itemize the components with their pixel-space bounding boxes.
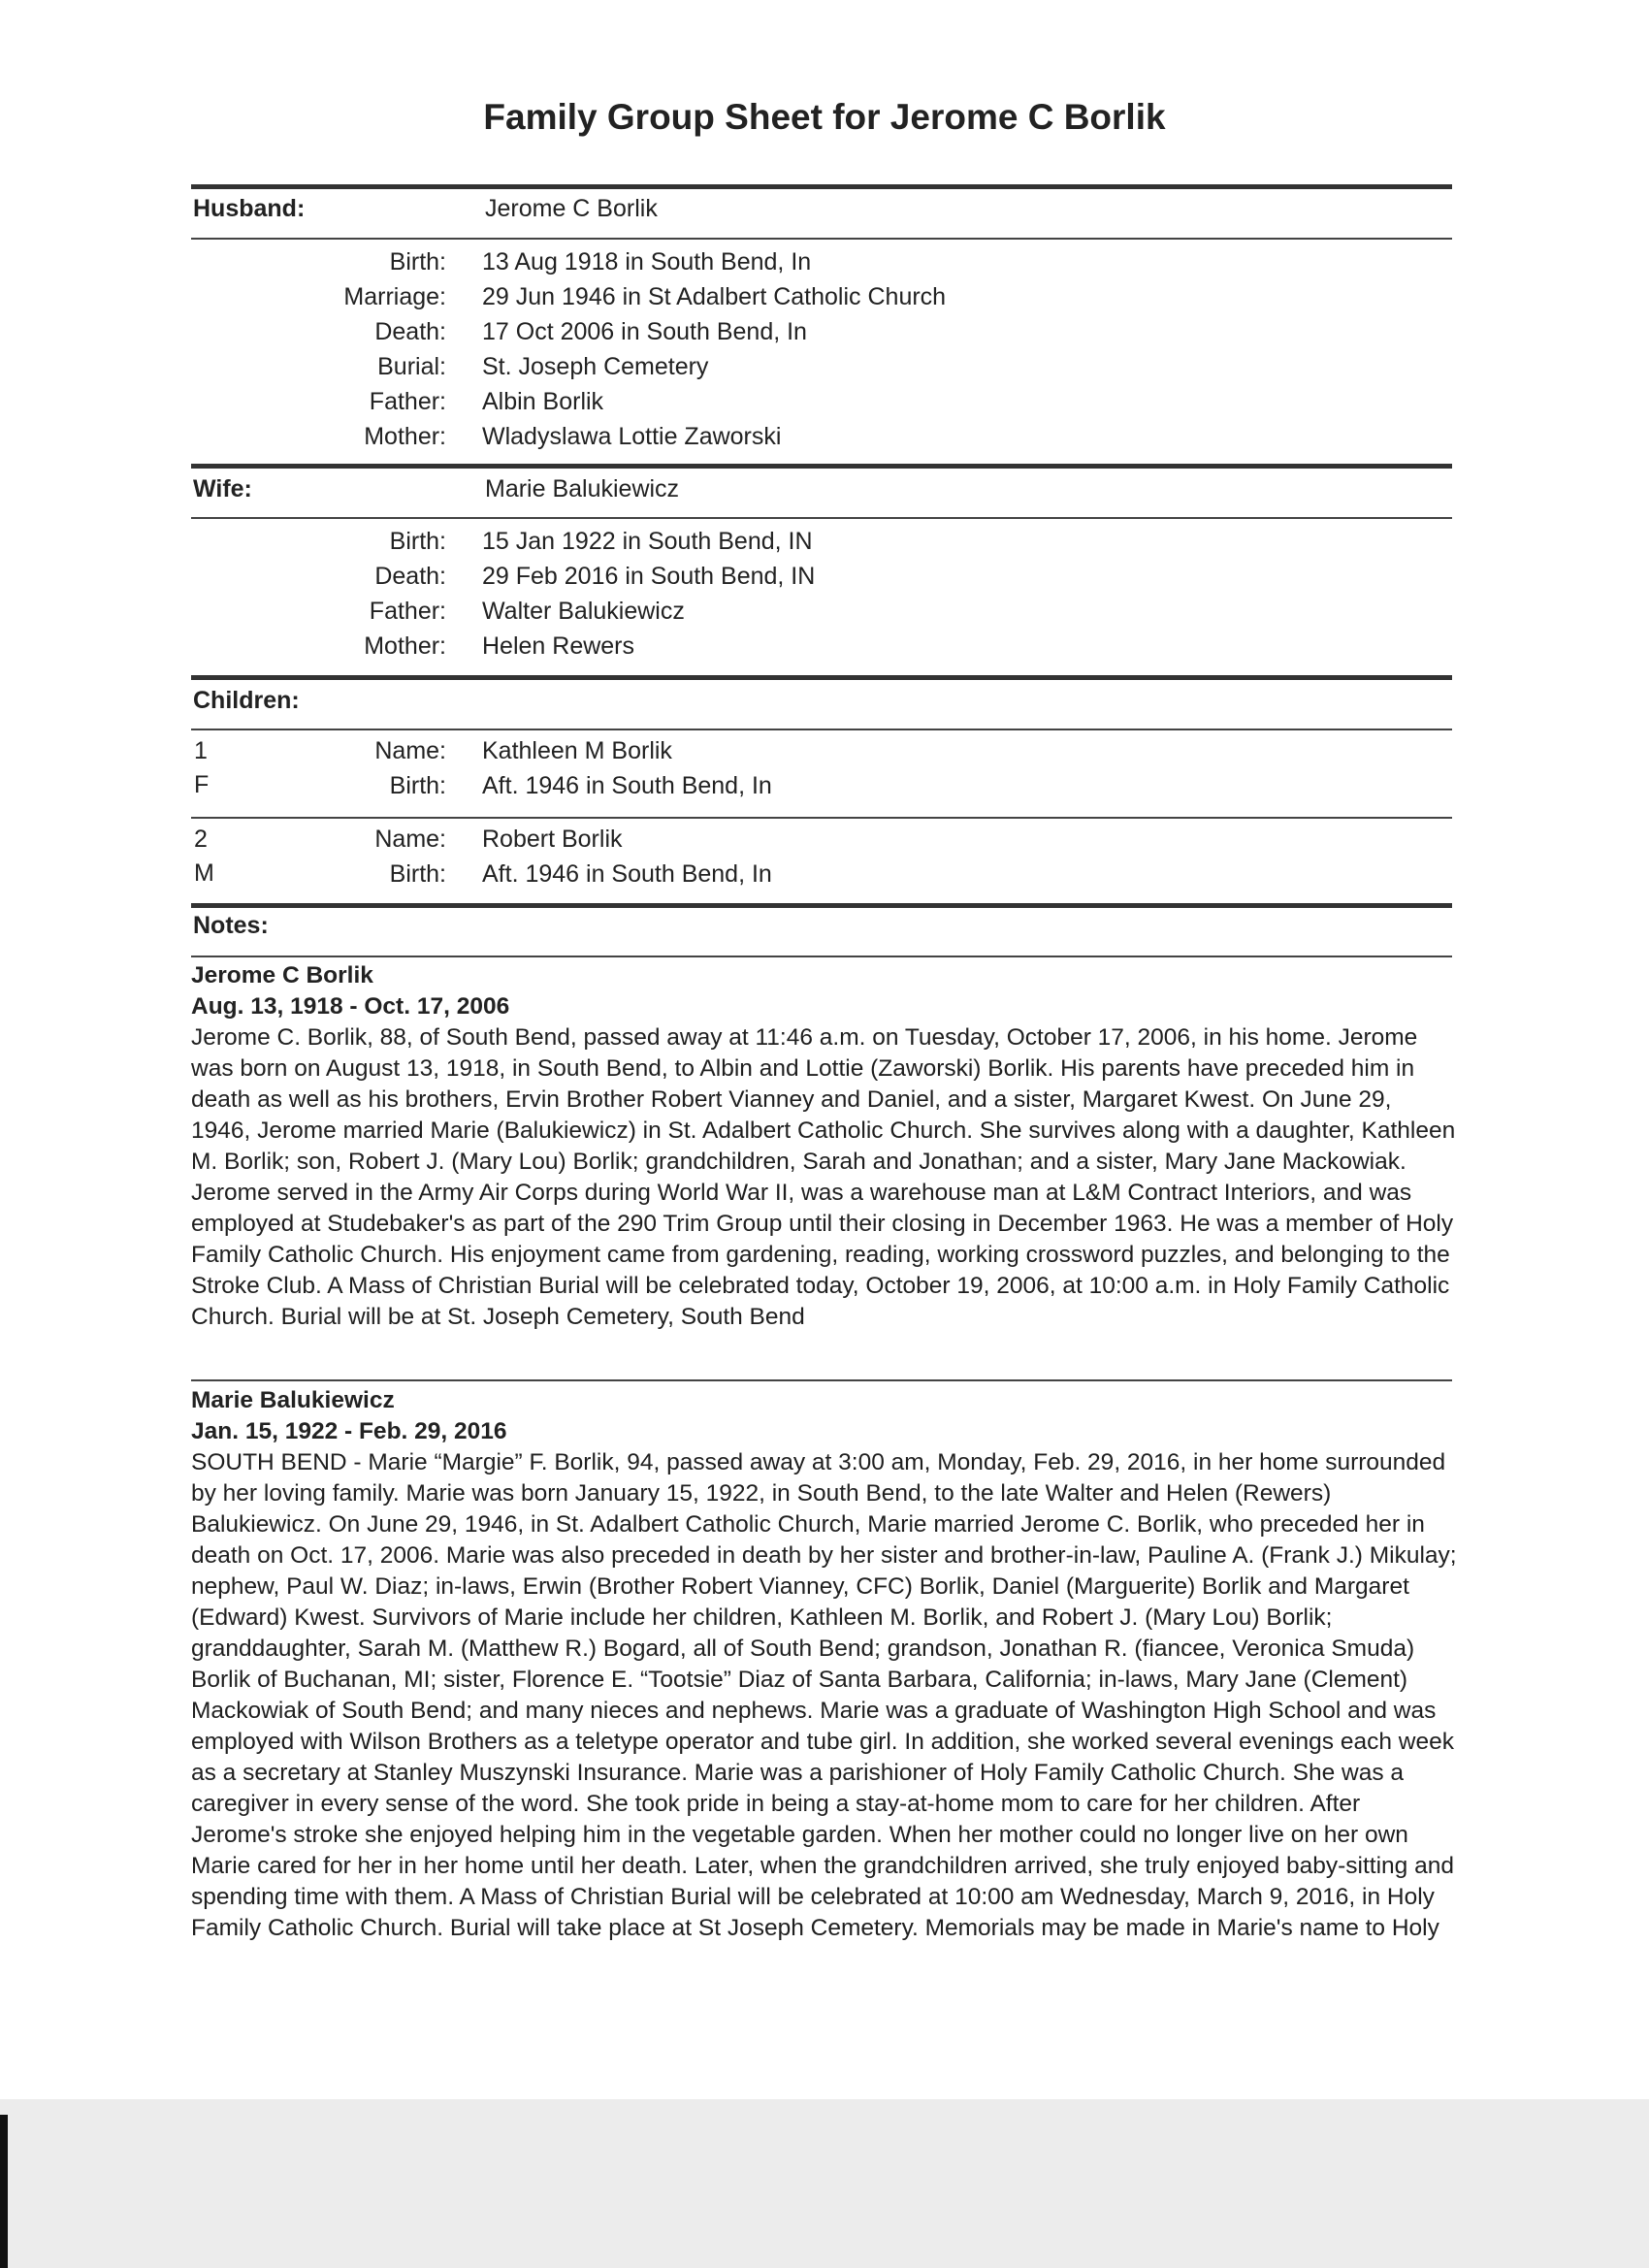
child-sex: F	[194, 771, 210, 798]
section-subrule	[191, 956, 1452, 957]
section-rule	[191, 184, 1452, 189]
note-dates: Aug. 13, 1918 - Oct. 17, 2006	[191, 993, 510, 1020]
fact-label: Father:	[369, 598, 446, 625]
child-number: 2	[194, 826, 208, 853]
fact-value: 17 Oct 2006 in South Bend, In	[482, 318, 807, 345]
fact-value: 13 Aug 1918 in South Bend, In	[482, 248, 812, 275]
husband-name: Jerome C Borlik	[485, 195, 658, 222]
child-name-label: Name:	[374, 826, 446, 853]
child-name-label: Name:	[374, 737, 446, 764]
fact-label: Burial:	[377, 353, 446, 380]
fact-value: Albin Borlik	[482, 388, 604, 415]
note-entry-marie	[191, 1385, 1457, 1944]
obituary-text: Jerome C. Borlik, 88, of South Bend, passed away at 11:46 a.m. on Tuesday, October 17, 2006, in his home. Jerome was born on August 13, 1918, in South Bend, to Albin and Lottie (Zaworski) Borlik. His parents have preceded him in death as well as his brothers, Ervin Brother Robert Vianney and Daniel, and a sister, Margaret Kwest. On June 29, 1946, Jerome married Marie (Balukiewicz) in St. Adalbert Catholic Church. She survives along with a daughter, Kathleen M. Borlik; son, Robert J. (Mary Lou) Borlik; grandchildren, Sarah and Jonathan; and a sister, Mary Jane Mackowiak. Jerome served in the Army Air Corps during World War II, was a warehouse man at L&M Contract Interiors, and was employed at Studebaker's as part of the 290 Trim Group until their closing in December 1963. He was a member of Holy Family Catholic Church. His enjoyment came from gardening, reading, working crossword puzzles, and belonging to the Stroke Club. A Mass of Christian Burial will be celebrated today, October 19, 2006, at 10:00 a.m. in Holy Family Catholic Church. Burial will be at St. Joseph Cemetery, South Bend	[191, 1024, 1456, 1330]
note-dates: Jan. 15, 1922 - Feb. 29, 2016	[191, 1418, 507, 1444]
section-rule	[191, 464, 1452, 469]
fact-value: Helen Rewers	[482, 632, 635, 660]
child-birth-label: Birth:	[389, 860, 446, 888]
fact-label: Birth:	[389, 248, 446, 275]
child-divider	[191, 817, 1452, 819]
wife-heading: Wife:	[193, 475, 252, 502]
scan-edge-mark	[0, 2115, 8, 2268]
section-subrule	[191, 729, 1452, 730]
child-name: Robert Borlik	[482, 826, 623, 853]
section-subrule	[191, 517, 1452, 519]
child-birth: Aft. 1946 in South Bend, In	[482, 860, 772, 888]
section-subrule	[191, 238, 1452, 240]
note-entry-jerome	[191, 960, 1457, 1333]
child-sex: M	[194, 859, 214, 887]
children-heading: Children:	[193, 687, 300, 714]
fact-label: Death:	[374, 563, 446, 590]
fact-value: St. Joseph Cemetery	[482, 353, 709, 380]
note-divider	[191, 1379, 1452, 1381]
child-birth: Aft. 1946 in South Bend, In	[482, 772, 772, 799]
page-title: Family Group Sheet for Jerome C Borlik	[483, 97, 1166, 137]
fact-label: Mother:	[364, 423, 446, 450]
obituary-text: SOUTH BEND - Marie “Margie” F. Borlik, 94, passed away at 3:00 am, Monday, Feb. 29, 2016, in her home surrounded by her loving family. Marie was born January 15, 1922, in South Bend, to the late Walter and Helen (Rewers) Balukiewicz. On June 29, 1946, in St. Adalbert Catholic Church, Marie married Jerome C. Borlik, who preceded her in death on Oct. 17, 2006. Marie was also preceded in death by her sister and brother-in-law, Pauline A. (Frank J.) Mikulay; nephew, Paul W. Diaz; in-laws, Erwin (Brother Robert Vianney, CFC) Borlik, Daniel (Marguerite) Borlik and Margaret (Edward) Kwest. Survivors of Marie include her children, Kathleen M. Borlik, and Robert J. (Mary Lou) Borlik; granddaughter, Sarah M. (Matthew R.) Bogard, all of South Bend; grandson, Jonathan R. (fiancee, Veronica Smuda) Borlik of Buchanan, MI; sister, Florence E. “Tootsie” Diaz of Santa Barbara, California; in-laws, Mary Jane (Clement) Mackowiak of South Bend; and many nieces and nephews. Marie was a graduate of Washington High School and was employed with Wilson Brothers as a teletype operator and tube girl. In addition, she worked several evenings each week as a secretary at Stanley Muszynski Insurance. Marie was a parishioner of Holy Family Catholic Church. She was a caregiver in every sense of the word. She took pride in being a stay-at-home mom to care for her children. After Jerome's stroke she enjoyed helping him in the vegetable garden. When her mother could no longer live on her own Marie cared for her in her home until her death. Later, when the grandchildren arrived, she truly enjoyed baby-sitting and spending time with them. A Mass of Christian Burial will be celebrated at 10:00 am Wednesday, March 9, 2016, in Holy Family Catholic Church. Burial will take place at St Joseph Cemetery. Memorials may be made in Marie's name to Holy	[191, 1449, 1457, 1941]
fact-value: 29 Jun 1946 in St Adalbert Catholic Church	[482, 283, 947, 310]
fact-label: Birth:	[389, 528, 446, 555]
note-name: Marie Balukiewicz	[191, 1387, 395, 1413]
fact-value: 29 Feb 2016 in South Bend, IN	[482, 563, 816, 590]
fact-label: Marriage:	[343, 283, 446, 310]
section-rule	[191, 675, 1452, 680]
notes-heading: Notes:	[193, 912, 269, 939]
scan-bottom-margin	[0, 2099, 1649, 2268]
section-rule	[191, 903, 1452, 908]
child-number: 1	[194, 737, 208, 764]
fact-value: Walter Balukiewicz	[482, 598, 685, 625]
fact-label: Mother:	[364, 632, 446, 660]
wife-name: Marie Balukiewicz	[485, 475, 680, 502]
husband-heading: Husband:	[193, 195, 306, 222]
fact-value: 15 Jan 1922 in South Bend, IN	[482, 528, 813, 555]
child-birth-label: Birth:	[389, 772, 446, 799]
child-name: Kathleen M Borlik	[482, 737, 672, 764]
fact-label: Death:	[374, 318, 446, 345]
note-name: Jerome C Borlik	[191, 962, 373, 988]
fact-value: Wladyslawa Lottie Zaworski	[482, 423, 782, 450]
fact-label: Father:	[369, 388, 446, 415]
